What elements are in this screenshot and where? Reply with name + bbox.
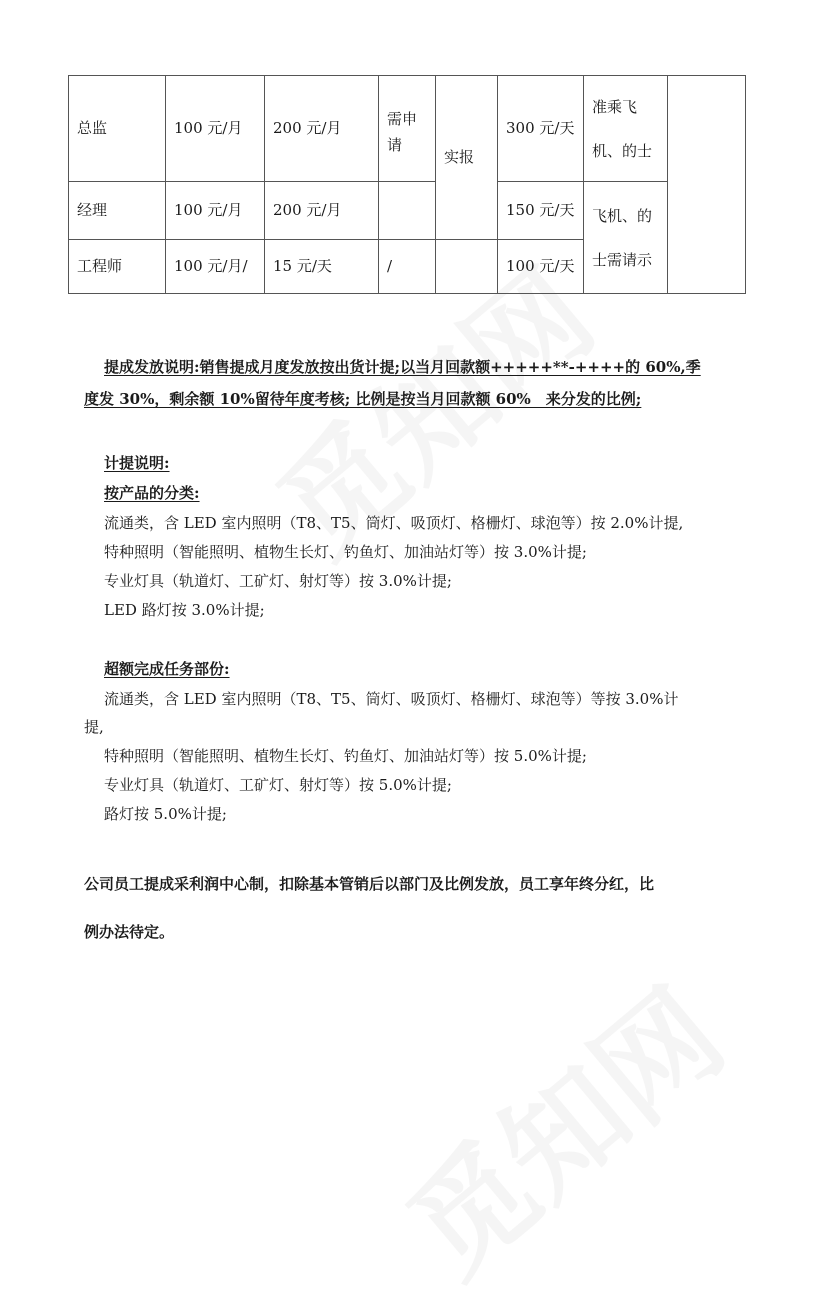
table-cell: 工程师 — [69, 240, 166, 294]
table-cell — [379, 76, 436, 182]
watermark — [367, 944, 753, 1307]
cell-line: 飞机、的 — [592, 206, 653, 225]
table-cell: 实报 — [436, 76, 498, 240]
table-cell — [584, 182, 668, 294]
table-cell: 100 元/月 — [166, 76, 265, 182]
closing-line: 例办法待定。 — [84, 923, 175, 941]
table-cell — [584, 76, 668, 182]
closing-line: 公司员工提成采利润中心制，扣除基本管销后以部门及比例发放，员工享年终分红，比 — [84, 875, 655, 893]
commission-line: 提成发放说明:销售提成月度发放按出货计提;以当月回款额+++++**-++++的 60%,季 — [104, 358, 701, 376]
table-cell: 经理 — [69, 182, 166, 240]
table-row — [69, 182, 746, 240]
table-cell: 总监 — [69, 76, 166, 182]
table-cell: 100 元/月 — [166, 182, 265, 240]
excess-heading: 超额完成任务部份: — [104, 660, 230, 678]
cell-line: 机、的士 — [592, 141, 653, 160]
table-cell: / — [379, 240, 436, 294]
table-cell: 300 元/天 — [498, 76, 584, 182]
cell-line: 需申 — [387, 109, 418, 128]
allowance-table — [68, 75, 746, 294]
table-cell: 200 元/月 — [265, 182, 379, 240]
table-cell — [379, 182, 436, 240]
table-cell: 100 元/月/ — [166, 240, 265, 294]
table-row — [69, 76, 746, 182]
rate-line: 路灯按 5.0%计提; — [104, 805, 227, 823]
table-cell: 200 元/月 — [265, 76, 379, 182]
table-cell — [436, 240, 498, 294]
cell-line: 请 — [387, 135, 403, 154]
rate-line: 专业灯具（轨道灯、工矿灯、射灯等）按 5.0%计提; — [104, 776, 452, 794]
table-cell: 100 元/天 — [498, 240, 584, 294]
cell-line: 准乘飞 — [592, 97, 638, 116]
rate-line: 特种照明（智能照明、植物生长灯、钓鱼灯、加油站灯等）按 5.0%计提; — [104, 747, 587, 765]
commission-line: 度发 30%，剩余额 10%留待年度考核; 比例是按当月回款额 60% 来分发的比例; — [84, 390, 642, 408]
by-product-heading: 按产品的分类: — [104, 484, 200, 502]
accrual-heading: 计提说明: — [104, 454, 170, 472]
rate-line-wrap: 提, — [84, 718, 104, 736]
rate-line: 流通类，含 LED 室内照明（T8、T5、筒灯、吸顶灯、格栅灯、球泡等）按 2.0%计提, — [104, 514, 684, 532]
table-cell: 15 元/天 — [265, 240, 379, 294]
rate-line: LED 路灯按 3.0%计提; — [104, 601, 265, 619]
table-cell — [668, 76, 746, 294]
table-cell: 150 元/天 — [498, 182, 584, 240]
rate-line: 专业灯具（轨道灯、工矿灯、射灯等）按 3.0%计提; — [104, 572, 452, 590]
rate-line: 流通类，含 LED 室内照明（T8、T5、筒灯、吸顶灯、格栅灯、球泡等）等按 3.0%计 — [104, 690, 679, 708]
cell-line: 士需请示 — [592, 250, 653, 269]
rate-line: 特种照明（智能照明、植物生长灯、钓鱼灯、加油站灯等）按 3.0%计提; — [104, 543, 587, 561]
